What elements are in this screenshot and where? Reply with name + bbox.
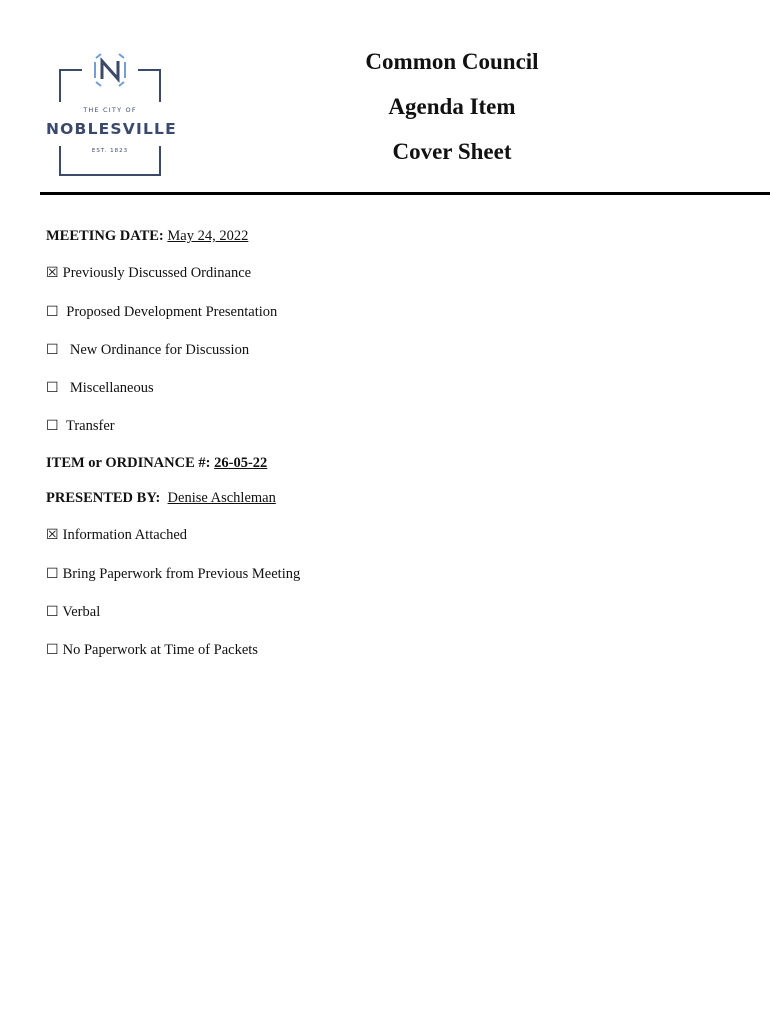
header-title-line1: Common Council <box>365 49 539 74</box>
header-title-line2: Agenda Item <box>388 94 516 119</box>
paperwork-option[interactable] <box>46 527 187 544</box>
item-type-label: Previously Discussed Ordinance <box>62 265 252 281</box>
item-number-row <box>46 455 267 472</box>
paperwork-label: No Paperwork at Time of Packets <box>62 642 258 658</box>
meeting-date-row <box>46 228 248 245</box>
checkbox-unchecked[interactable]: ☐ <box>46 643 59 658</box>
presented-by-label: PRESENTED BY: <box>46 490 161 506</box>
checkbox-unchecked[interactable]: ☐ <box>46 419 59 434</box>
item-type-option[interactable] <box>46 380 154 397</box>
item-type-label: New Ordinance for Discussion <box>69 342 250 358</box>
paperwork-option[interactable] <box>46 566 300 583</box>
paperwork-label: Bring Paperwork from Previous Meeting <box>62 566 301 582</box>
logo-frame-graphic <box>46 50 177 180</box>
logo-established: EST. 1823 <box>91 148 129 154</box>
item-type-label: Proposed Development Presentation <box>66 304 278 320</box>
item-number-value: 26-05-22 <box>214 455 268 471</box>
presented-by-row <box>46 490 276 507</box>
checkbox-unchecked[interactable]: ☐ <box>46 605 59 620</box>
checkbox-unchecked[interactable]: ☐ <box>46 567 59 582</box>
checkbox-unchecked[interactable]: ☐ <box>46 381 59 396</box>
paperwork-label: Verbal <box>62 604 101 620</box>
checkbox-checked[interactable]: ☒ <box>46 266 59 281</box>
item-type-option[interactable] <box>46 304 277 321</box>
city-logo <box>46 50 177 180</box>
presented-by-name: Denise Aschleman <box>167 490 276 506</box>
logo-small-text: THE CITY OF <box>83 106 137 114</box>
meeting-date-label: MEETING DATE: <box>46 228 164 244</box>
item-type-option[interactable] <box>46 342 249 359</box>
checkbox-checked[interactable]: ☒ <box>46 528 59 543</box>
item-number-label: ITEM or ORDINANCE #: <box>46 455 211 471</box>
paperwork-label: Information Attached <box>62 527 188 543</box>
paperwork-option[interactable] <box>46 604 100 621</box>
checkbox-unchecked[interactable]: ☐ <box>46 343 59 358</box>
header-title-line3: Cover Sheet <box>392 139 512 164</box>
header-divider <box>40 192 770 195</box>
item-type-label: Miscellaneous <box>69 380 154 396</box>
logo-city-name: NOBLESVILLE <box>46 120 177 138</box>
checkbox-unchecked[interactable]: ☐ <box>46 305 59 320</box>
item-type-option[interactable] <box>46 418 115 435</box>
meeting-date-value: May 24, 2022 <box>167 228 249 244</box>
item-type-option[interactable] <box>46 265 251 282</box>
item-type-label: Transfer <box>66 418 115 434</box>
paperwork-option[interactable] <box>46 642 258 659</box>
